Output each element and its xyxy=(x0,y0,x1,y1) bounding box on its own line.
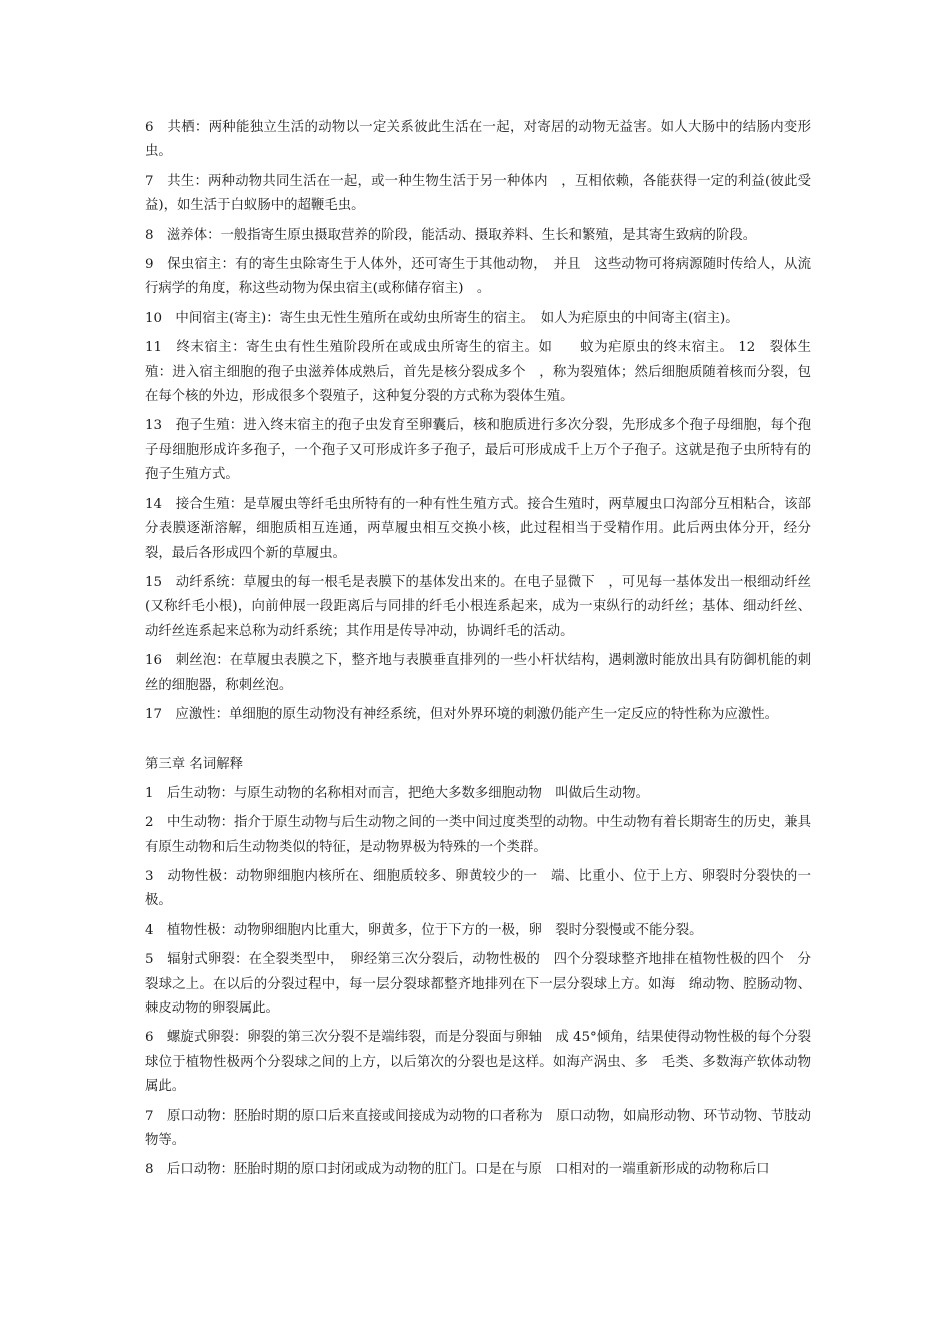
definition-16-trichocyst: 16 刺丝泡：在草履虫表膜之下，整齐地与表膜垂直排列的一些小杆状结构，遇刺激时能放出具有防御机能的刺丝的细胞器，称刺丝泡。 xyxy=(145,653,811,693)
definition-9-reservoir-host: 9 保虫宿主：有的寄生虫除寄生于人体外，还可寄生于其他动物， 并且 这些动物可将病源随时传给人，从流行病学的角度，称这些动物为保虫宿主(或称储存宿主) 。 xyxy=(145,257,811,297)
definition-6-spiral-cleavage: 6 螺旋式卵裂：卵裂的第三次分裂不是端纬裂，而是分裂面与卵轴 成 45°倾角，结果使得动物性极的每个分裂球位于植物性极两个分裂球之间的上方，以后第次的分裂也是这样。如海产涡虫、多 毛类、多数海产软体动物属此。 xyxy=(145,1030,811,1095)
definition-15-neuromotor-system: 15 动纤系统：草履虫的每一根毛是表膜下的基体发出来的。在电子显微下 ，可见每一基体发出一根细动纤丝(又称纤毛小根)，向前伸展一段距离后与同排的纤毛小根连系起来，成为一束纵行的动纤丝；基体、细动纤丝、动纤丝连系起来总称为动纤系统；其作用是传导冲动，协调纤毛的活动。 xyxy=(145,574,811,639)
definition-7-protostome: 7 原口动物：胚胎时期的原口后来直接或间接成为动物的口者称为 原口动物，如扁形动物、环节动物、节肢动物等。 xyxy=(145,1108,811,1149)
definition-8-trophozoite: 8 滋养体：一般指寄生原虫摄取营养的阶段，能活动、摄取养料、生长和繁殖，是其寄生致病的阶段。 xyxy=(145,227,757,243)
definition-5-radial-cleavage: 5 辐射式卵裂：在全裂类型中， 卵经第三次分裂后，动物性极的 四个分裂球整齐地排在植物性极的四个 分裂球之上。在以后的分裂过程中，每一层分裂球都整齐地排列在下一层分裂球上方。如海 绵动物、腔肠动物、棘皮动物的卵裂属此。 xyxy=(145,952,811,1016)
definition-11-12-definitive-host-schizogony: 11 终末宿主：寄生虫有性生殖阶段所在或成虫所寄生的宿主。如 蚊为疟原虫的终末宿主。 12 裂体生殖：进入宿主细胞的孢子虫滋养体成熟后，首先是核分裂成多个 ，称为裂殖体；然后细胞质随着核而分裂，包在每个核的外边，形成很多个裂殖子，这种复分裂的方式称为裂体生殖。 xyxy=(145,340,811,405)
definition-2-mesozoa: 2 中生动物：指介于原生动物与后生动物之间的一类中间过度类型的动物。中生动物有着长期寄生的历史，兼具有原生动物和后生动物类似的特征，是动物界极为特殊的一个类群。 xyxy=(145,815,811,855)
definition-17-irritability: 17 应激性：单细胞的原生动物没有神经系统，但对外界环境的刺激仍能产生一定反应的特性称为应激性。 xyxy=(145,706,779,722)
definition-1-metazoa: 1 后生动物：与原生动物的名称相对而言，把绝大多数多细胞动物 叫做后生动物。 xyxy=(145,785,649,801)
definition-7-mutualism: 7 共生：两种动物共同生活在一起，或一种生物生活于另一种体内 ，互相依赖，各能获得一定的利益(彼此受益)，如生活于白蚁肠中的超鞭毛虫。 xyxy=(145,173,811,214)
definition-6-commensalism: 6 共栖：两种能独立生活的动物以一定关系彼此生活在一起，对寄居的动物无益害。如人大肠中的结肠内变形虫。 xyxy=(145,120,811,160)
definition-4-vegetal-pole: 4 植物性极：动物卵细胞内比重大，卵黄多，位于下方的一极，卵 裂时分裂慢或不能分裂。 xyxy=(145,922,703,938)
definition-14-conjugation: 14 接合生殖：是草履虫等纤毛虫所特有的一种有性生殖方式。接合生殖时，两草履虫口沟部分互相粘合，该部分表膜逐渐溶解，细胞质相互连通，两草履虫相互交换小核，此过程相当于受精作用。此后两虫体分开，经分裂，最后各形成四个新的草履虫。 xyxy=(145,496,811,561)
definition-13-sporogony: 13 孢子生殖：进入终末宿主的孢子虫发育至卵囊后，核和胞质进行多次分裂，先形成多个孢子母细胞，每个孢子母细胞形成许多孢子，一个孢子又可形成许多子孢子，最后可形成成千上万个子孢子。这就是孢子虫所特有的孢子生殖方式。 xyxy=(145,418,811,483)
definition-3-animal-pole: 3 动物性极：动物卵细胞内核所在、细胞质较多、卵黄较少的一 端、比重小、位于上方、卵裂时分裂快的一极。 xyxy=(145,868,811,909)
chapter-heading: 第三章 名词解释 xyxy=(145,757,243,773)
definition-8-deuterostome: 8 后口动物：胚胎时期的原口封闭或成为动物的肛门。口是在与原 口相对的一端重新形成的动物称后口 xyxy=(145,1162,770,1178)
document-body xyxy=(145,116,811,1188)
definition-10-intermediate-host: 10 中间宿主(寄主)：寄生虫无性生殖所在或幼虫所寄生的宿主。 如人为疟原虫的中间寄主(宿主)。 xyxy=(145,310,739,326)
